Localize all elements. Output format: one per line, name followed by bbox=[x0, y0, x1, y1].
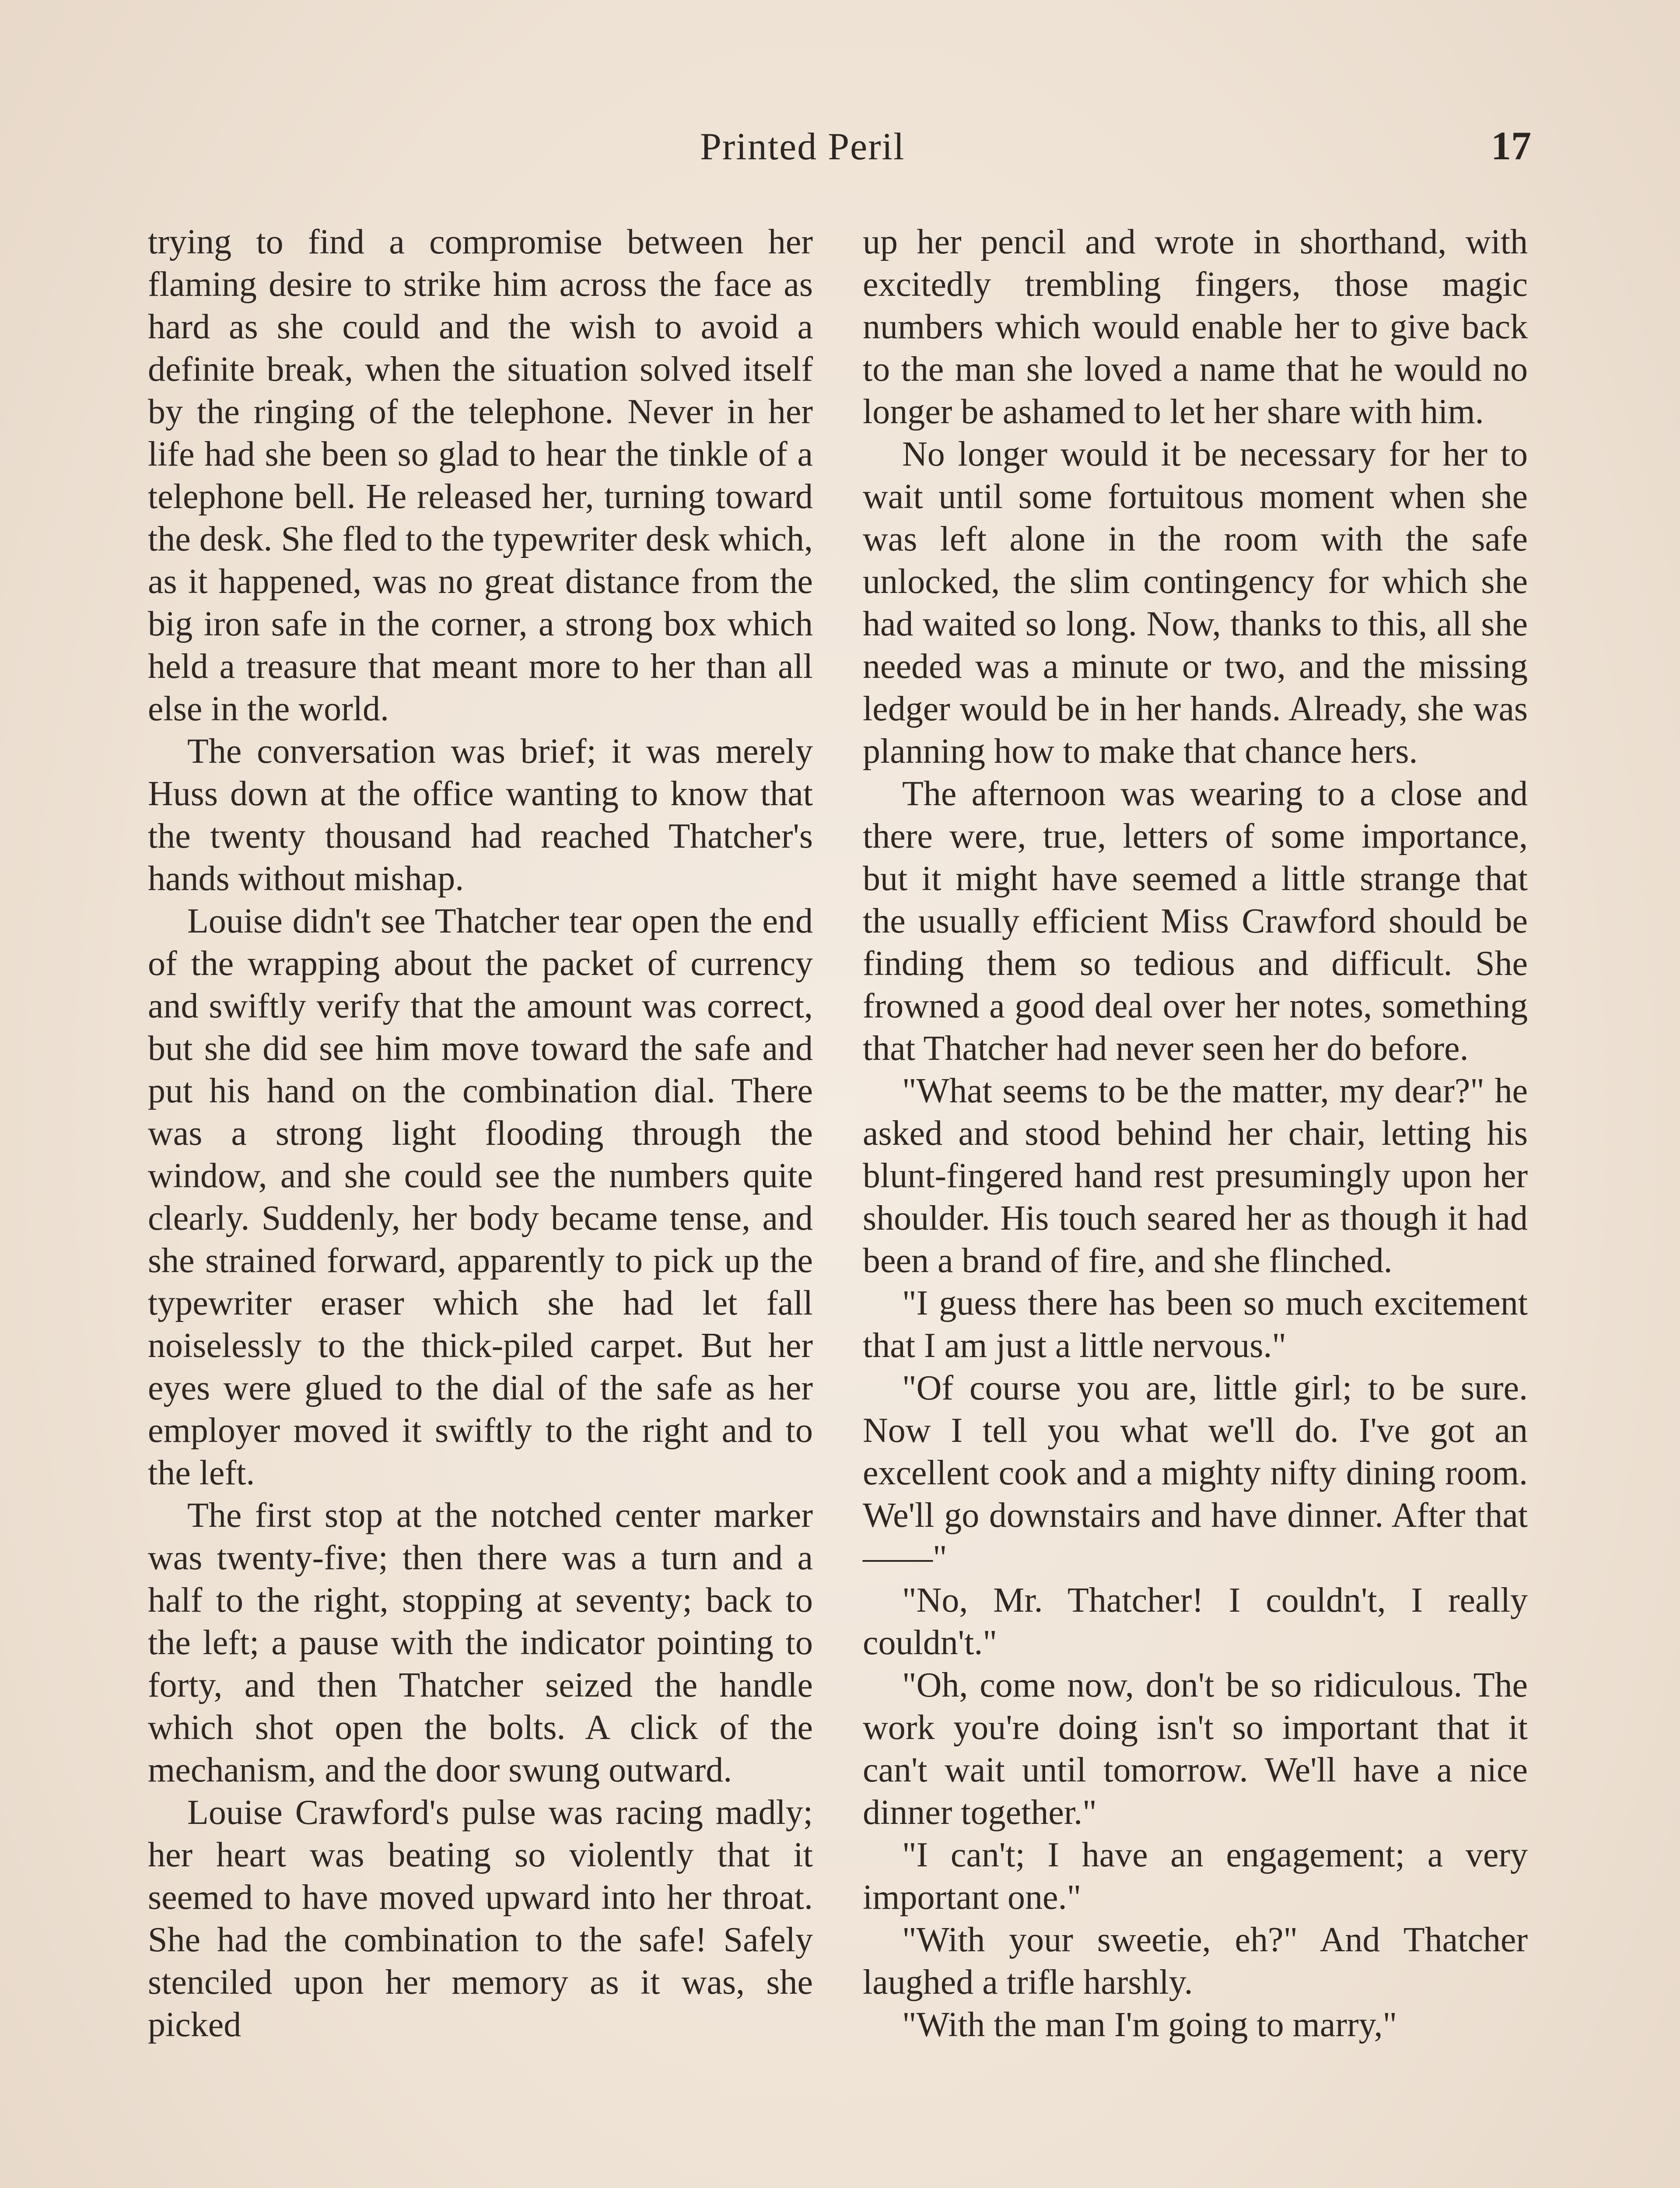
paragraph: "Oh, come now, don't be so ridiculous. The work you're doing isn't so important that it can't wait until tomorrow. We'll have a nice dinner together." bbox=[863, 1666, 1528, 1832]
paragraph: "I guess there has been so much excitement that I am just a little nervous." bbox=[863, 1284, 1528, 1365]
paragraph: "With your sweetie, eh?" And Thatcher laughed a trifle harshly. bbox=[863, 1921, 1528, 2002]
paragraph: trying to find a compromise between her flaming desire to strike him across the face as hard as she could and the wish to avoid a definite break, when the situation solved itself by the ringing of the telephone. Never in her life had she been so glad to hear the tinkle of a telephone bell. He released her, turning toward the desk. She fled to the typewriter desk which, as it happened, was no great distance from the big iron safe in the corner, a strong box which held a treasure that meant more to her than all else in the world. bbox=[148, 223, 813, 728]
running-title: Printed Peril bbox=[700, 126, 905, 168]
paragraph: The first stop at the notched center marker was twenty-five; then there was a turn and a half to the right, stopping at seventy; back to the left; a pause with the indicator pointing to forty, and then Thatcher seized the handle which shot open the bolts. A click of the mechanism, and the door swung outward. bbox=[148, 1496, 813, 1789]
paragraph: The conversation was brief; it was merely Huss down at the office wanting to know that the twenty thousand had reached Thatcher's hands without mishap. bbox=[148, 732, 813, 898]
paragraph: Louise Crawford's pulse was racing madly; her heart was beating so violently that it seemed to have moved upward into her throat. She had the combination to the safe! Safely stenciled upon her memory as it was, she picked bbox=[148, 1793, 813, 2044]
paragraph: "Of course you are, little girl; to be sure. Now I tell you what we'll do. I've got an excellent cook and a mighty nifty dining room. We'll go downstairs and have dinner. After that——" bbox=[863, 1369, 1528, 1577]
left-column bbox=[148, 221, 813, 2046]
paragraph: No longer would it be necessary for her to wait until some fortuitous moment when she was left alone in the room with the safe unlocked, the slim contingency for which she had waited so long. Now, thanks to this, all she needed was a minute or two, and the missing ledger would be in her hands. Already, she was planning how to make that chance hers. bbox=[863, 435, 1528, 771]
page-number: 17 bbox=[1491, 123, 1531, 168]
right-column bbox=[863, 221, 1528, 2046]
paragraph: up her pencil and wrote in shorthand, with excitedly trembling fingers, those magic numbers which would enable her to give back to the man she loved a name that he would no longer be ashamed to let her share with him. bbox=[863, 223, 1528, 431]
paragraph: "With the man I'm going to marry," bbox=[902, 2006, 1397, 2044]
paragraph: Louise didn't see Thatcher tear open the end of the wrapping about the packet of currency and swiftly verify that the amount was correct, but she did see him move toward the safe and put his hand on the combination dial. There was a strong light flooding through the window, and she could see the numbers quite clearly. Suddenly, her body became tense, and she strained forward, apparently to pick up the typewriter eraser which she had let fall noiselessly to the thick-piled carpet. But her eyes were glued to the dial of the safe as her employer moved it swiftly to the right and to the left. bbox=[148, 902, 813, 1492]
paragraph: The afternoon was wearing to a close and there were, true, letters of some importance, but it might have seemed a little strange that the usually efficient Miss Crawford should be finding them so tedious and difficult. She frowned a good deal over her notes, something that Thatcher had never seen her do before. bbox=[863, 775, 1528, 1068]
paragraph: "No, Mr. Thatcher! I couldn't, I really couldn't." bbox=[863, 1581, 1528, 1662]
paragraph: "I can't; I have an engagement; a very important one." bbox=[863, 1836, 1528, 1917]
paragraph: "What seems to be the matter, my dear?" he asked and stood behind her chair, letting his blunt-fingered hand rest presumingly upon her shoulder. His touch seared her as though it had been a brand of fire, and she flinched. bbox=[863, 1072, 1528, 1280]
